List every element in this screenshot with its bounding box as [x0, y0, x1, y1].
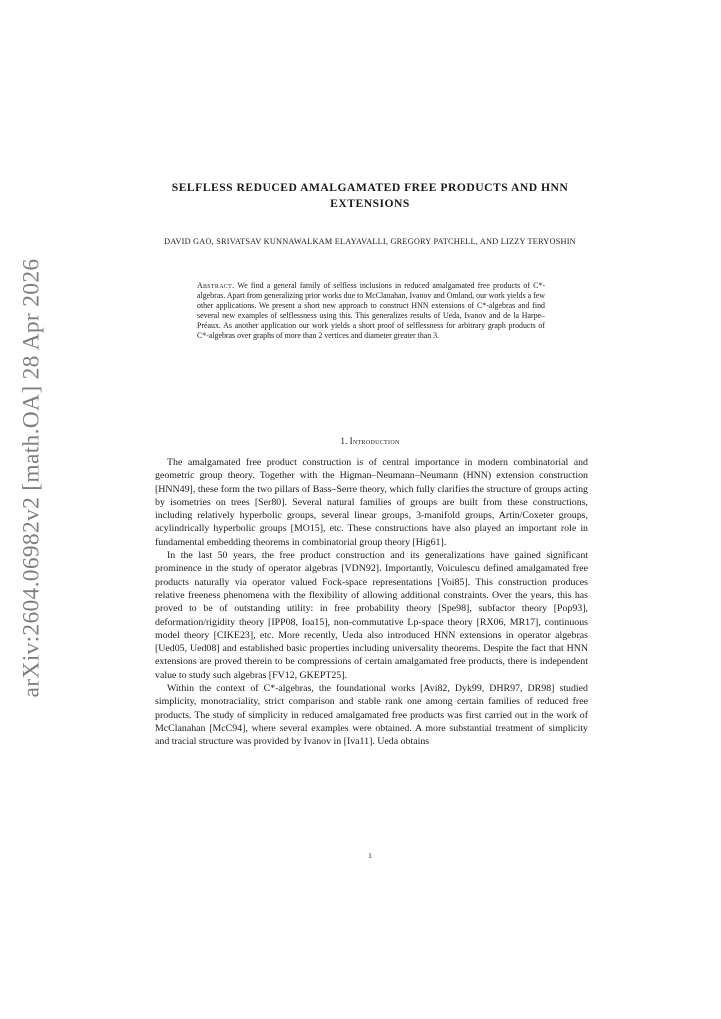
abstract-text: We find a general family of selfless inclusions in reduced amalgamated free products of C*-algebras. Apart from generalizing prior works due to McClanahan, Ivanov and Omland, our work yields a few other applications. We present a short new approach to construct HNN extensions of C*-algebras and find several new examples of selflessness using this. This generalizes results of Ueda, Ivanov and de la Harpe–Préaux. As another application our work yields a short proof of selflessness for arbitrary graph products of C*-algebras over graphs of more than 2 vertices and diameter greater than 3.	[197, 281, 545, 341]
page-number: 1	[368, 851, 372, 860]
section-title: Introduction	[349, 436, 400, 446]
abstract-label: Abstract.	[197, 281, 235, 290]
arxiv-identifier: arXiv:2604.06982v2 [math.OA] 28 Apr 2026	[18, 258, 45, 698]
paragraph: The amalgamated free product construction is of central importance in modern combinatorial and geometric group theory. Together with the Higman–Neumann–Neumann (HNN) extension construction [HNN49], these form the two pillars of Bass–Serre theory, which fully clarifies the structure of groups acting by isometries on trees [Ser80]. Several natural families of groups are built from these constructions, including relatively hyperbolic groups, several linear groups, 3-manifold groups, Artin/Coxeter groups, acylindrically hyperbolic groups [MO15], etc. These constructions have also played an important role in fundamental embedding theorems in combinatorial group theory [Hig61].	[155, 457, 588, 548]
section-number: 1.	[340, 436, 348, 446]
paragraph: In the last 50 years, the free product construction and its generalizations have gained significant prominence in the study of operator algebras [VDN92]. Importantly, Voiculescu defined amalgamated free products naturally via operator valued Fock-space representations [Voi85]. This construction produces relative freeness phenomena with the flexibility of allowing additional constraints. Over the years, this has proved to be of outstanding utility: in free probability theory [Spe98], subfactor theory [Pop93], deformation/rigidity theory [IPP08, Ioa15], non-commutative Lp-space theory [RX06, MR17], continuous model theory [CIKE23], etc. More recently, Ueda also introduced HNN extensions in operator algebras [Ued05, Ued08] and established basic properties including universality theorems. Despite the fact that HNN extensions are proved therein to be compressions of certain amalgamated free products, there is independent value to study such algebras [FV12, GKEPT25].	[155, 550, 588, 681]
author-list: DAVID GAO, SRIVATSAV KUNNAWALKAM ELAYAVALLI, GREGORY PATCHELL, AND LIZZY TERYOSHIN	[164, 237, 576, 246]
paper-title: SELFLESS REDUCED AMALGAMATED FREE PRODUCTS AND HNN EXTENSIONS	[171, 181, 569, 210]
paragraph: Within the context of C*-algebras, the foundational works [Avi82, Dyk99, DHR97, DR98] studied simplicity, monotraciality, strict comparison and stable rank one among certain families of reduced free products. The study of simplicity in reduced amalgamated free products was first carried out in the work of McClanahan [McC94], where several examples were obtained. A more substantial treatment of simplicity and tracial structure was provided by Ivanov in [Iva11]. Ueda obtains	[155, 683, 588, 748]
arxiv-sidebar-stamp	[10, 258, 54, 698]
section-body	[155, 456, 588, 749]
section-heading	[140, 436, 600, 446]
abstract	[197, 281, 545, 342]
